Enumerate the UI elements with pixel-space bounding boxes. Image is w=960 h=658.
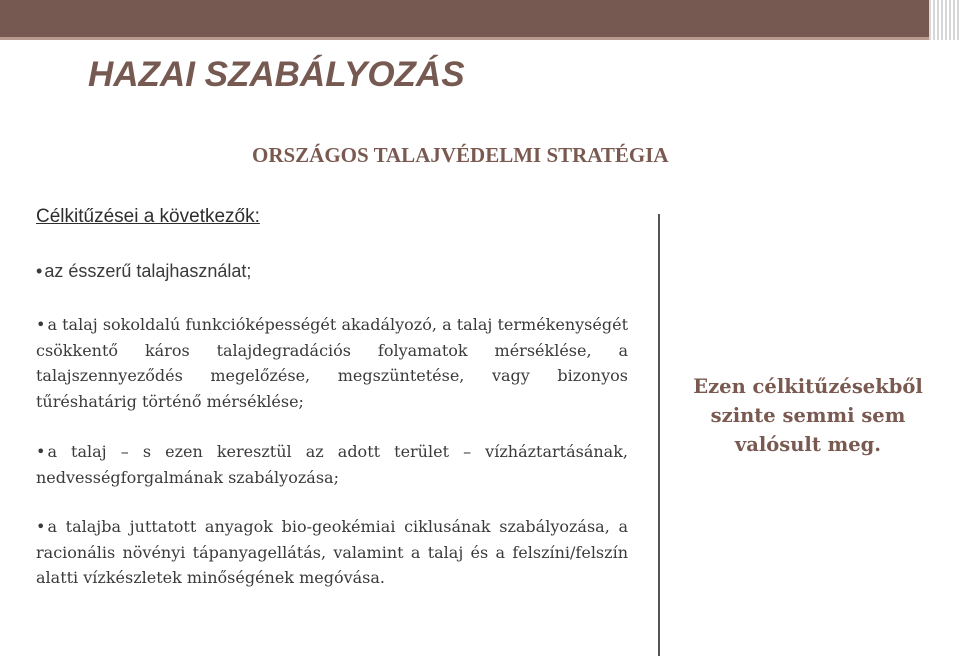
bullet-marker: • [36, 261, 43, 281]
header-corner-stripes [929, 0, 960, 40]
bullet-text: a talaj sokoldalú funkcióképességét akadályozó, a talaj termékenységét csökkentő káros talajdegradációs folyamatok mérséklése, a talajszennyeződés megelőzése, megszüntetése, vagy bizonyos tűréshatárig történő mérséklése; [36, 315, 628, 411]
slide-subtitle: ORSZÁGOS TALAJVÉDELMI STRATÉGIA [252, 143, 669, 167]
bullet-item [36, 514, 628, 591]
bullet-item [36, 312, 628, 414]
column-divider [658, 214, 660, 656]
bullet-text: az ésszerű talajhasználat; [44, 261, 252, 281]
objectives-intro: Célkitűzései a következők: [36, 206, 260, 227]
bullet-item [36, 439, 628, 490]
bullet-text: a talajba juttatott anyagok bio-geokémiai ciklusának szabályozása, a racionális növényi tápanyagellátás, valamint a talaj és a felszíni/felszín alatti vízkészletek minőségének megóvása. [36, 517, 628, 587]
callout-note: Ezen célkitűzésekből szinte semmi sem valósult meg. [693, 375, 923, 456]
header-accent-line [0, 37, 929, 40]
bullet-marker: • [36, 517, 46, 536]
slide-title: HAZAI SZABÁLYOZÁS [88, 55, 465, 94]
bullet-item [36, 259, 628, 285]
header-bar [0, 0, 929, 37]
bullet-text: a talaj – s ezen keresztül az adott terület – vízháztartásának, nedvességforgalmának szabályozása; [36, 442, 628, 487]
bullet-marker: • [36, 315, 46, 334]
bullet-marker: • [36, 442, 46, 461]
